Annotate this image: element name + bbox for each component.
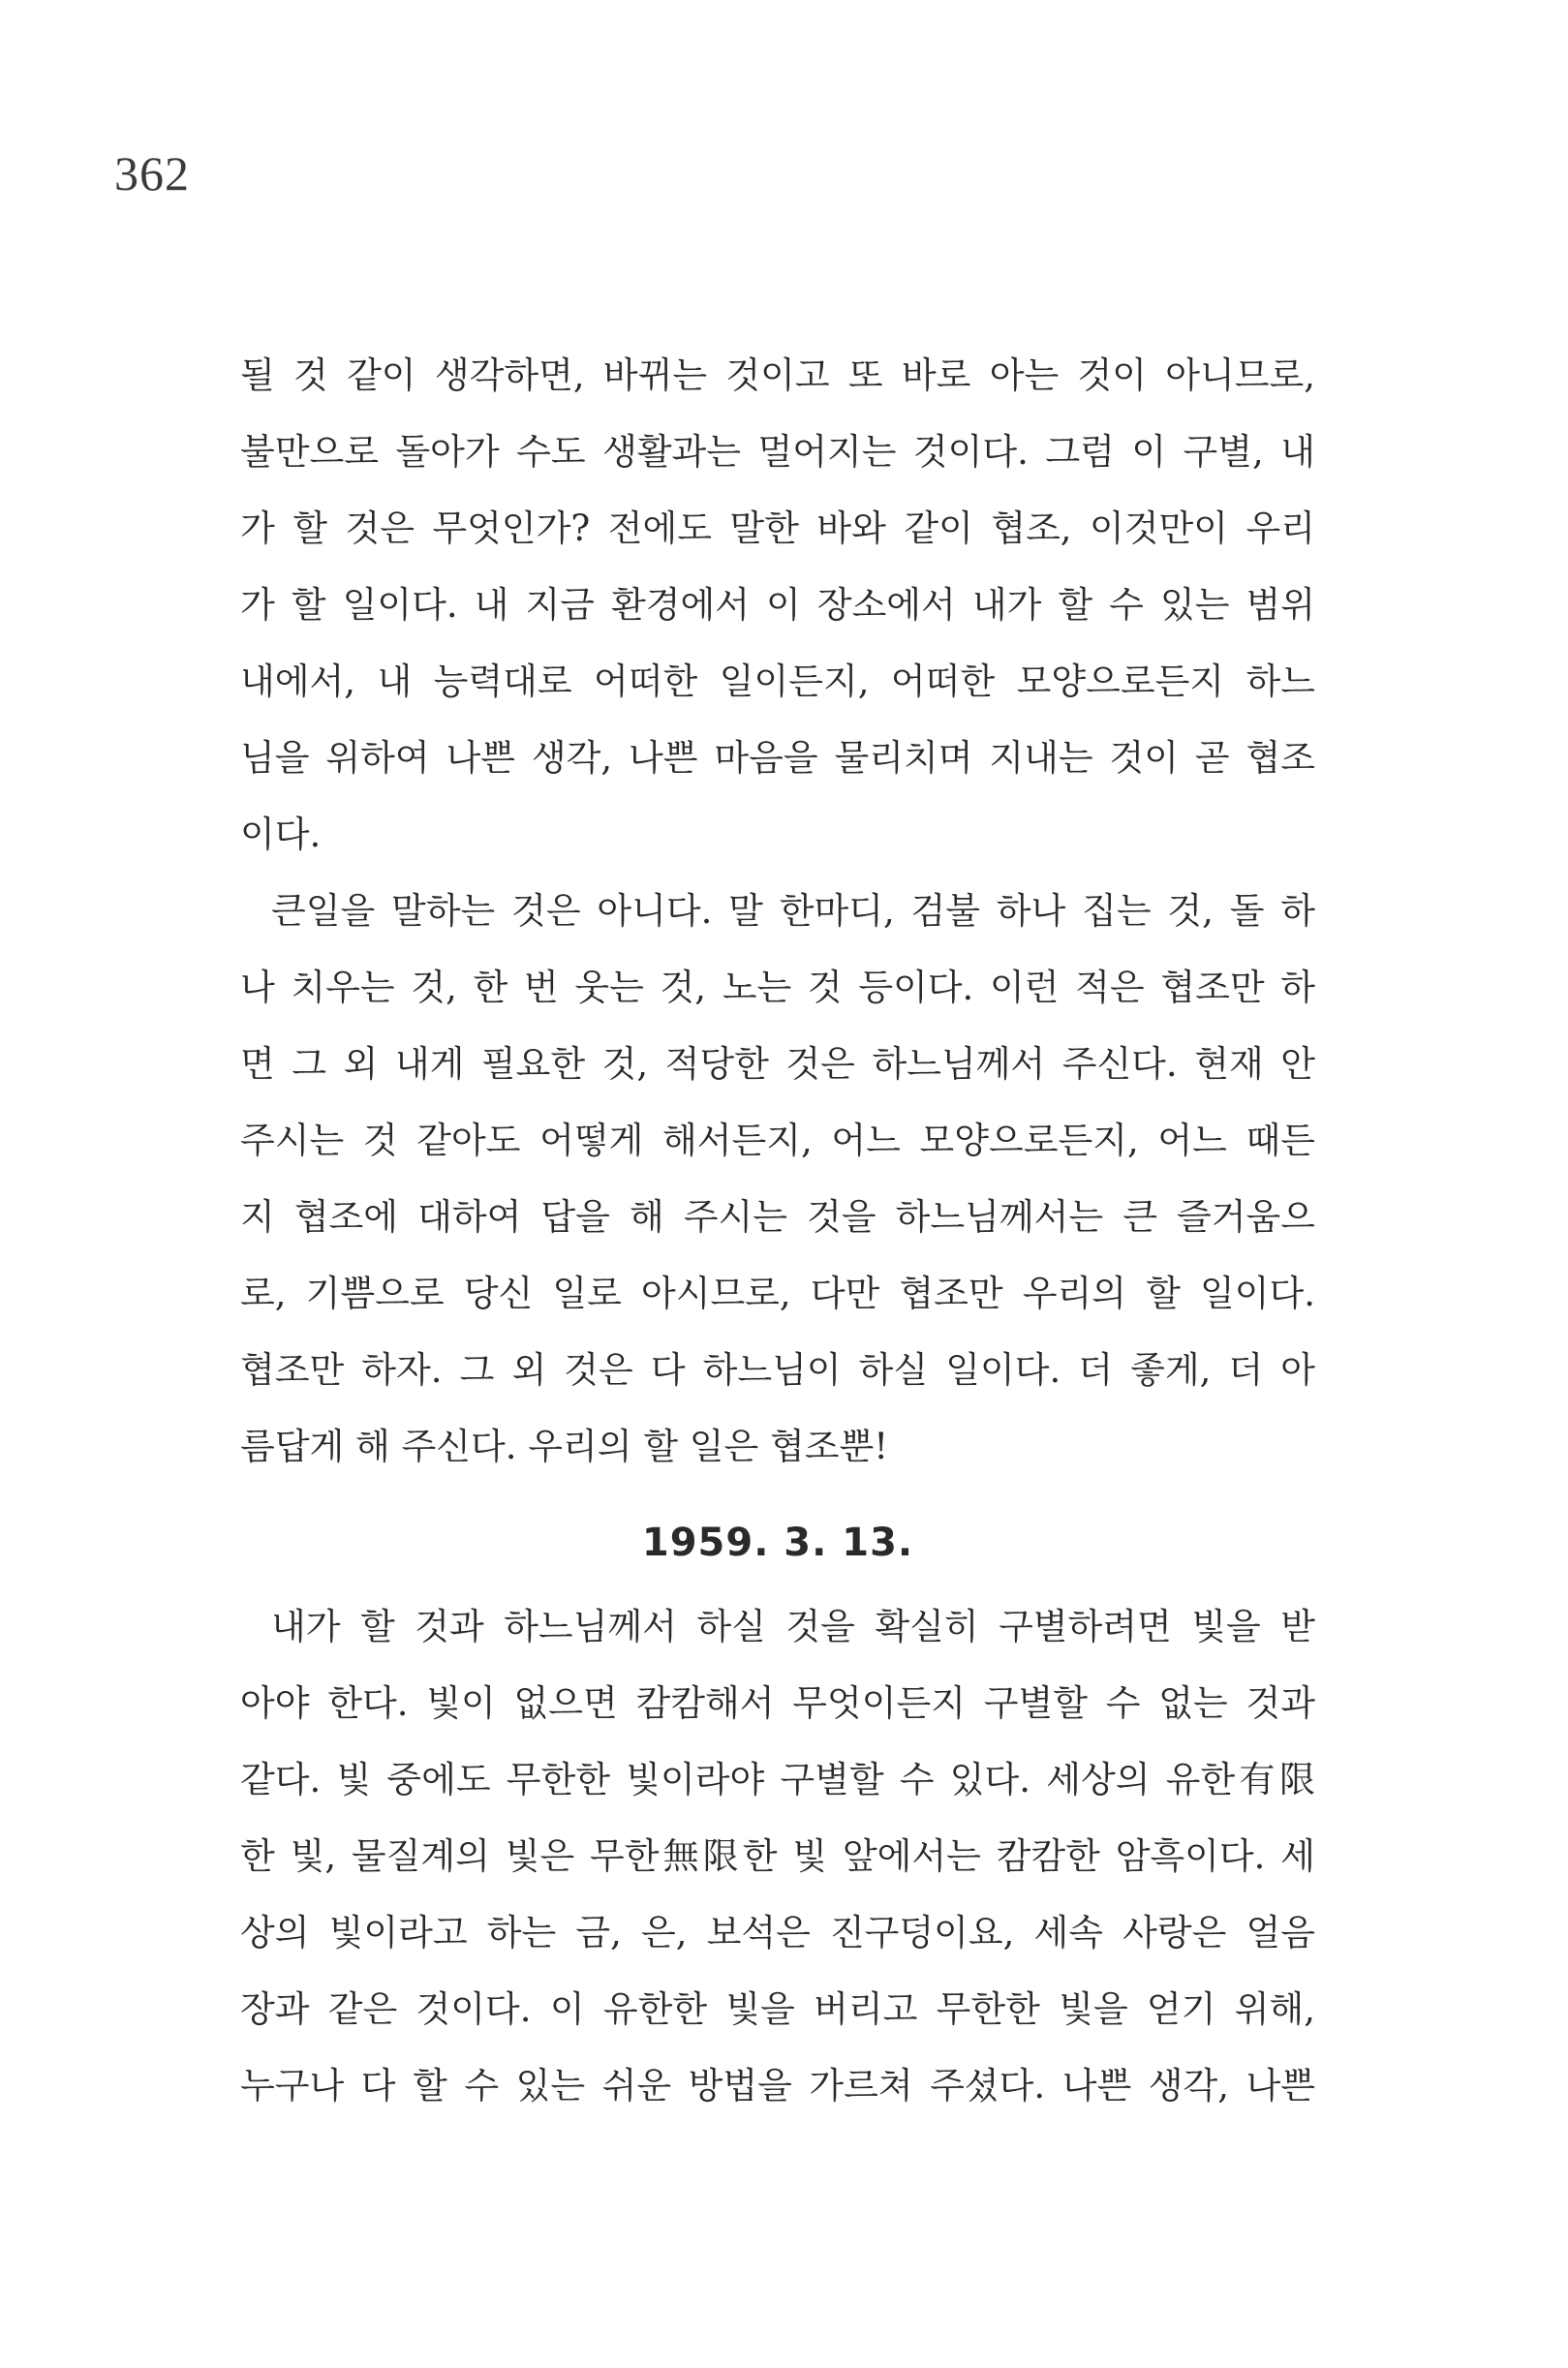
text-line: 지 협조에 대하여 답을 해 주시는 것을 하느님께서는 큰 즐거움으: [240, 1196, 1315, 1238]
text-line: 내가 할 것과 하느님께서 하실 것을 확실히 구별하려면 빛을 받: [271, 1606, 1315, 1647]
text-line: 상의 빛이라고 하는 금, 은, 보석은 진구덩이요, 세속 사랑은 얼음: [240, 1912, 1315, 1953]
text-line: 협조만 하자. 그 외 것은 다 하느님이 하실 일이다. 더 좋게, 더 아: [240, 1349, 1315, 1391]
text-line: 장과 같은 것이다. 이 유한한 빛을 버리고 무한한 빛을 얻기 위해,: [240, 1988, 1315, 2030]
text-line: 한 빛, 물질계의 빛은 무한無限한 빛 앞에서는 캄캄한 암흑이다. 세: [240, 1835, 1315, 1877]
text-line: 될 것 같이 생각하면, 바뀌는 것이고 또 바로 아는 것이 아니므로,: [240, 354, 1315, 396]
text-line: 내에서, 내 능력대로 어떠한 일이든지, 어떠한 모양으로든지 하느: [240, 661, 1315, 702]
page-number: 362: [114, 146, 190, 200]
text-line: 누구나 다 할 수 있는 쉬운 방법을 가르쳐 주셨다. 나쁜 생각, 나쁜: [240, 2065, 1315, 2107]
text-line: 주시는 것 같아도 어떻게 해서든지, 어느 모양으로든지, 어느 때든: [240, 1120, 1315, 1161]
text-line: 님을 위하여 나쁜 생각, 나쁜 마음을 물리치며 지내는 것이 곧 협조: [240, 737, 1315, 779]
text-line: 면 그 외 내게 필요한 것, 적당한 것은 하느님께서 주신다. 현재 안: [240, 1043, 1315, 1085]
text-line: 름답게 해 주신다. 우리의 할 일은 협조뿐!: [240, 1426, 889, 1467]
entry-date-heading: 1959. 3. 13.: [641, 1521, 914, 1565]
text-line: 큰일을 말하는 것은 아니다. 말 한마디, 검불 하나 집는 것, 돌 하: [271, 890, 1315, 932]
text-line: 이다.: [240, 814, 322, 855]
text-line: 같다. 빛 중에도 무한한 빛이라야 구별할 수 있다. 세상의 유한有限: [240, 1759, 1315, 1800]
text-line: 로, 기쁨으로 당신 일로 아시므로, 다만 협조만 우리의 할 일이다.: [240, 1273, 1315, 1314]
text-line: 아야 한다. 빛이 없으면 캄캄해서 무엇이든지 구별할 수 없는 것과: [240, 1682, 1315, 1724]
text-line: 나 치우는 것, 한 번 웃는 것, 노는 것 등이다. 이런 적은 협조만 하: [240, 967, 1315, 1008]
text-line: 가 할 일이다. 내 지금 환경에서 이 장소에서 내가 할 수 있는 범위: [240, 584, 1315, 626]
text-line: 가 할 것은 무엇인가? 전에도 말한 바와 같이 협조, 이것만이 우리: [240, 507, 1315, 549]
text-line: 불만으로 돌아가 수도 생활과는 멀어지는 것이다. 그럼 이 구별, 내: [240, 431, 1315, 473]
